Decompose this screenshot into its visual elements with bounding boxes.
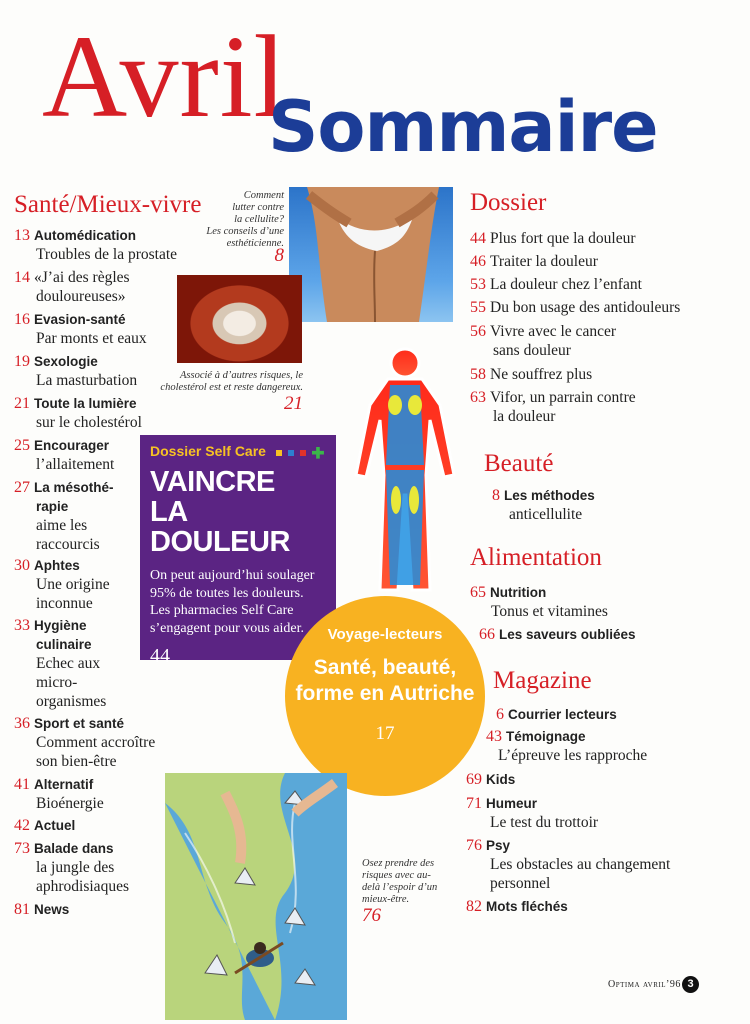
toc-entry: 55 Du bon usage des antidouleurs (470, 299, 681, 316)
toc-entry: 65 Nutrition Tonus et vitamines (470, 584, 608, 620)
toc-entry: 42 Actuel (14, 817, 76, 834)
page-number-badge: 3 (682, 976, 699, 993)
toc-entry: 33 Hygiène culinaire Echec aux micro- organismes (14, 617, 107, 710)
toc-entry: 41 Alternatif Bioénergie (14, 776, 104, 812)
toc-entry: 19 Sexologie La masturbation (14, 353, 138, 389)
toc-entry: 6 Courrier lecteurs (496, 706, 617, 723)
toc-entry: 73 Balade dans la jungle des aphrodisiaques (14, 840, 129, 895)
dossier-box-title-2: LA DOULEUR (150, 496, 290, 559)
toc-entry: 27 La mésothé- rapie aime les raccourcis (14, 479, 114, 553)
voyage-page: 17 (375, 723, 395, 744)
section-title-alimentation: Alimentation (470, 544, 602, 571)
bikini-photo (289, 187, 453, 322)
toc-entry: 53 La douleur chez l’enfant (470, 276, 642, 293)
artery-photo (177, 275, 302, 363)
section-title-sante: Santé/Mieux-vivre (14, 191, 202, 218)
toc-entry: 66 Les saveurs oubliées (479, 626, 636, 643)
toc-entry: 36 Sport et santé Comment accroître son bien-être (14, 715, 156, 770)
toc-entry: 16 Evasion-santé Par monts et eaux (14, 311, 147, 347)
caption-cholesterol: Associé à d’autres risques, le cholestérol est et reste dangereux. 21 (160, 370, 303, 414)
dossier-box-page: 44 (150, 645, 170, 668)
footer-issue: Optima avril’96 (608, 979, 681, 990)
voyage-label: Voyage-lecteurs (327, 626, 443, 643)
toc-entry: 58 Ne souffrez plus (470, 366, 593, 383)
toc-entry: 81 News (14, 901, 70, 918)
color-dots-icon (276, 443, 324, 461)
page-title: Sommaire (268, 86, 658, 168)
toc-entry: 21 Toute la lumière sur le cholestérol (14, 395, 142, 431)
caption-cellulite: Comment lutter contre la cellulite? Les conseils d’une esthéticienne. 8 (206, 190, 284, 266)
river-illustration (165, 773, 347, 1020)
dossier-box-body: On peut aujourd’hui soulager 95% de toutes les douleurs. Les pharmacies Self Care s’engagent pour vous aider. (150, 568, 315, 636)
toc-entry: 43 Témoignage L’épreuve les rapproche (486, 728, 648, 764)
toc-entry: 44 Plus fort que la douleur (470, 230, 636, 247)
toc-entry: 82 Mots fléchés (466, 898, 568, 915)
month-heading: Avril (42, 11, 288, 142)
toc-entry: 56 Vivre avec le cancer sans douleur (470, 323, 616, 359)
caption-risques: Osez prendre des risques avec au- delà l’espoir d’un mieux-être. 76 (362, 858, 438, 926)
toc-entry: 30 Aphtes Une origine inconnue (14, 557, 110, 612)
toc-entry: 63 Vifor, un parrain contre la douleur (470, 389, 636, 425)
voyage-line-1: Santé, beauté, (313, 656, 457, 679)
section-title-magazine: Magazine (493, 667, 592, 694)
voyage-lecteurs-circle (285, 596, 485, 796)
toc-entry: 8 Les méthodes anticellulite (492, 487, 595, 523)
body-figure-illustration (350, 345, 460, 595)
voyage-line-2: forme en Autriche (295, 682, 475, 705)
toc-entry: 14 «J’ai des règles douloureuses» (14, 269, 130, 305)
toc-entry: 71 Humeur Le test du trottoir (466, 795, 599, 831)
toc-entry: 13 Automédication Troubles de la prostate (14, 227, 178, 263)
toc-entry: 46 Traiter la douleur (470, 253, 598, 270)
dossier-self-care-label: Dossier Self Care (150, 443, 266, 459)
section-title-dossier: Dossier (470, 189, 547, 216)
dossier-box-title-1: VAINCRE (150, 466, 275, 499)
section-title-beaute: Beauté (484, 450, 554, 477)
toc-entry: 76 Psy Les obstacles au changement personnel (466, 837, 671, 892)
toc-entry: 25 Encourager l’allaitement (14, 437, 115, 473)
toc-entry: 69 Kids (466, 771, 516, 788)
